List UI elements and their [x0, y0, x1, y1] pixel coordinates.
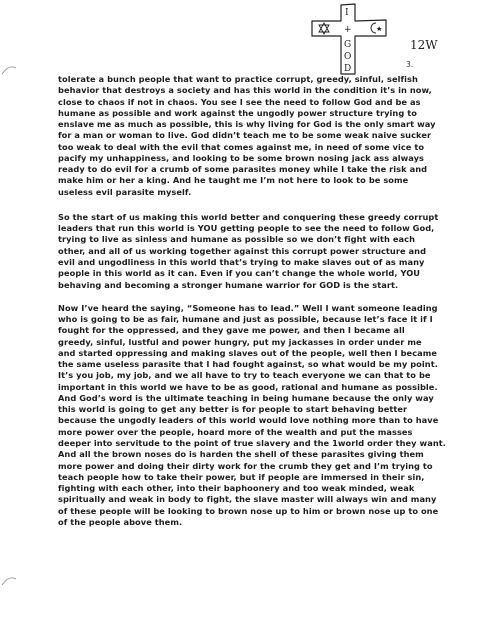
text-line: fighting with each other, into their baphoonery and too weak minded, weak	[58, 483, 415, 494]
text-line: make him or her a king. And he taught me I’m not here to look to be some	[58, 175, 409, 186]
text-line: close to chaos if not in chaos. You see I see the need to follow God and be as	[58, 96, 421, 107]
punch-hole-mark-top	[0, 62, 18, 78]
text-line: trying to live as sinless and humane as possible so we don’t fight with each	[58, 234, 415, 245]
text-line: who is going to be as fair, humane and just as possible, because let’s face it if I	[58, 314, 433, 325]
page-number: 3.	[406, 60, 414, 69]
text-line: more power and doing their dirty work for the crumb they get and I’m trying to	[58, 460, 433, 471]
cross-letter-2: +	[344, 25, 352, 35]
crescent-icon	[371, 23, 376, 33]
text-line: for a man or woman to live. God didn’t teach me to be some weak naive sucker	[58, 130, 432, 141]
text-line: behavior that destroys a society and has this world in the condition it’s in now,	[58, 85, 432, 96]
text-line: Now I’ve heard the saying, “Someone has to lead.” Well I want someone leading	[58, 302, 438, 313]
body-text	[58, 74, 480, 528]
text-line: the same useless parasite that I had fought against, so what would be my point.	[58, 359, 438, 370]
text-line: enslave me as much as possible, this is why living for God is the only smart way	[58, 119, 436, 130]
text-line: other, and all of us working together against this corrupt power structure and	[58, 245, 427, 256]
text-line: greedy, sinful, lustful and power hungry, put my jackasses in order under me	[58, 336, 422, 347]
text-line: And God’s word is the ultimate teaching in being humane because the only way	[58, 392, 434, 403]
text-line: It’s you job, my job, and we all have to try to teach everyone we can that to be	[58, 370, 431, 381]
text-line: people in this world as it can. Even if you can’t change the whole world, YOU	[58, 268, 421, 279]
text-line: tolerate a bunch people that want to practice corrupt, greedy, sinful, selfish	[58, 74, 418, 84]
text-line: pacify my unhappiness, and looking to be some brown nosing jack ass always	[58, 152, 425, 163]
punch-hole-mark-bottom	[0, 573, 18, 589]
text-line: behaving and becoming a stronger humane warrior for GOD is the start.	[58, 279, 399, 290]
text-line: because the ungodly leaders of this world would love nothing more than to have	[58, 415, 439, 426]
text-line: fought for the oppressed, and they gave me power, and then I became all	[58, 325, 405, 336]
text-line: of these people will be looking to brown nose up to him or brown nose up to one	[58, 505, 439, 516]
text-line: deeper into servitude to the point of true slavery and the 1world order they want.	[58, 437, 446, 448]
text-line: spiritually and weak in body to fight, the slave master will always win and many	[58, 494, 437, 505]
star-of-david-icon	[319, 23, 329, 34]
hand-drawn-cross-icon	[310, 3, 388, 75]
text-line: this world is going to get any better is for people to start behaving better	[58, 404, 408, 415]
crescent-star-icon	[377, 26, 383, 31]
cross-letter-3: G	[344, 40, 352, 50]
paragraph-3	[58, 303, 480, 528]
text-line: So the start of us making this world better and conquering these greedy corrupt	[58, 211, 439, 222]
paragraph-1	[58, 74, 480, 198]
cross-letter-5: D	[344, 64, 352, 74]
text-line: And all the brown noses do is harden the shell of these parasites giving them	[58, 449, 424, 460]
text-line: teach people how to take their power, but if people are immersed in their sin,	[58, 471, 425, 482]
text-line: of the people above them.	[58, 516, 183, 527]
paragraph-2	[58, 212, 480, 291]
text-line: evil and ungodliness in this world that’s trying to make slaves out of as many	[58, 256, 425, 267]
cross-letter-4: O	[344, 52, 352, 62]
text-line: leaders that run this world is YOU getting people to see the need to follow God,	[58, 223, 435, 234]
text-line: humane as possible and work against the ungodly power structure trying to	[58, 107, 417, 118]
text-line: more power over the people, hoard more of the wealth and put the masses	[58, 426, 413, 437]
text-line: ready to do evil for a crumb of some parasites money while I take the risk and	[58, 164, 428, 175]
text-line: too weak to deal with the evil that comes against me, in need of some vice to	[58, 141, 425, 152]
handwritten-mark: 12W	[410, 38, 438, 52]
text-line: and started oppressing and making slaves out of the people, well then I became	[58, 347, 438, 358]
cross-letter-1: I	[345, 8, 349, 18]
text-line: important in this world we have to be as good, rational and humane as possible.	[58, 381, 438, 392]
text-line: useless evil parasite myself.	[58, 186, 192, 197]
